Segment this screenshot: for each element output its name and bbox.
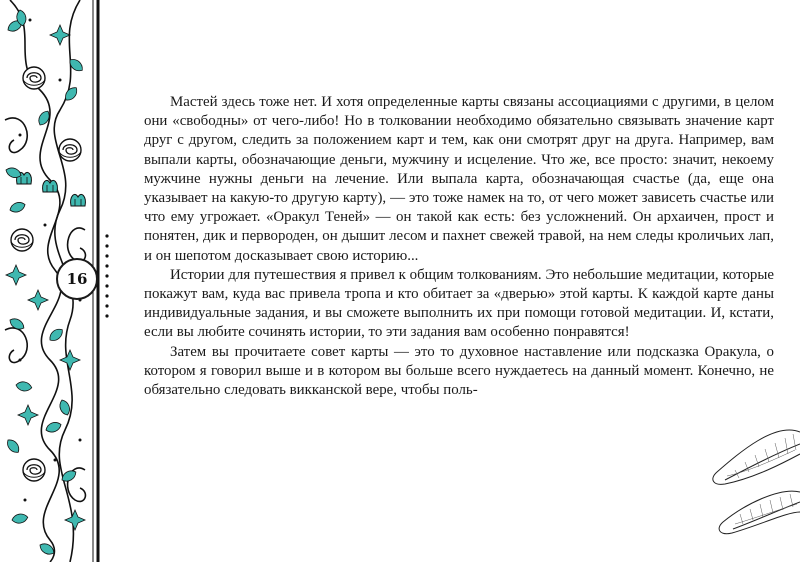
page-number-badge <box>56 258 98 300</box>
page-number: 16 <box>66 270 88 288</box>
dragonfly-wing-illustration <box>705 412 800 562</box>
paragraph: Истории для путешествия я привел к общим толкованиям. Это небольшие медитации, которые покажут вам, куда вас привела тропа и кто обитает за «дверью» этой карты. К каждой карте даны индивидуальные задания, и вы сможете выполнить их при помощи готовой медитации. И, кстати, если вы любите сочинять истории, то эти задания вам особенно понравятся! <box>144 266 774 341</box>
paragraph: Мастей здесь тоже нет. И хотя определенные карты связаны ассоциациями с другими, в целом они «свободны» от чего-либо! Но в толковании необходимо обязательно связывать значение карт друг с другом, следить за положением карт и тем, как они смотрят друг на друга. Например, вам выпали карты, обозначающие деньги, мужчину и исцеление. Что же, все просто: значит, некоему мужчине нужны деньги на лечение. Или выпала карта, обозначающая счастье (да, еще она указывает на какую-то другую карту), — это тоже намек на то, от чего может зависеть счастье или что ему угрожает. «Оракул Теней» — он такой как есть: без усложнений. Он архаичен, прост и понятен, дик и первороден, он дышит лесом и пахнет свежей травой, на нем следы кроличьих лап, и он шепотом досказывает свою историю... <box>144 94 774 264</box>
body-text <box>144 93 774 400</box>
paragraph: Затем вы прочитаете совет карты — это то духовное наставление или подсказка Оракула, о котором я говорил выше и в котором вы больше всего нуждаетесь на данный момент. Конечно, не обязательно следовать викканской вере, чтобы поль- <box>144 343 774 399</box>
